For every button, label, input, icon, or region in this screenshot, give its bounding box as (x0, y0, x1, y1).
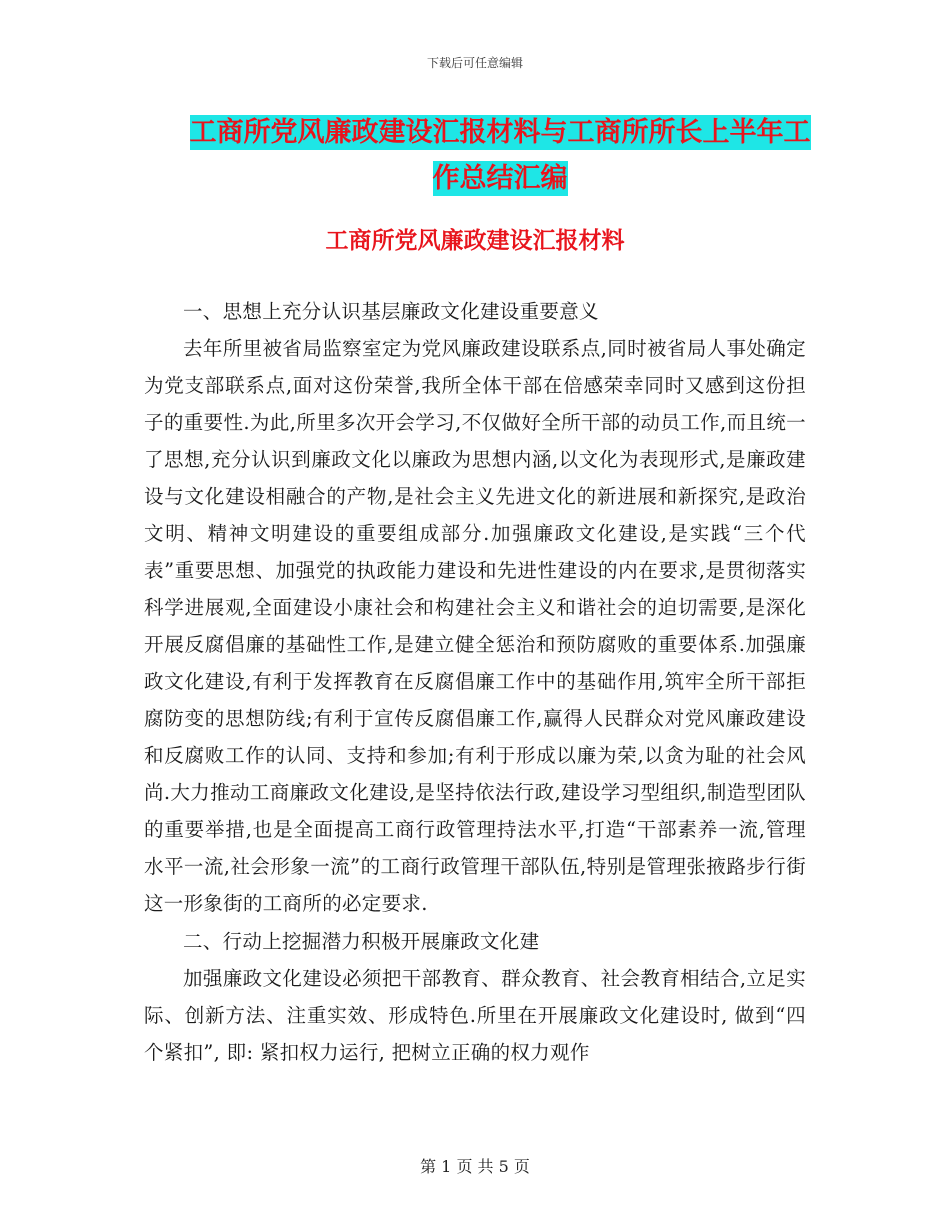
document-title-line-2: 作总结汇编 (432, 163, 568, 194)
heading-2: 二、行动上挖掘潜力积极开展廉政文化建 (183, 930, 540, 953)
header-note: 下载后可任意编辑 (426, 56, 523, 70)
page-footer: 第 1 页 共 5 页 (420, 1157, 530, 1176)
paragraph-1: 去年所里被省局监察室定为党风廉政建设联系点,同时被省局人事处确定为党支部联系点,面对这份荣誉,我所全体干部在倍感荣幸同时又感到这份担子的重要性.为此,所里多次开会学习,不仅做好全所干部的动员工作,而且统一了思想,充分认识到廉政文化以廉政为思想内涵,以文化为表现形式,是廉政建设与文化建设相融合的产物,是社会主义先进文化的新进展和新探究,是政治文明、精神文明建设的重要组成部分.加强廉政文化建设,是实践“三个代表”重要思想、加强党的执政能力建设和先进性建设的内在要求,是贯彻落实科学进展观,全面建设小康社会和构建社会主义和谐社会的迫切需要,是深化开展反腐倡廉的基础性工作,是建立健全惩治和预防腐败的重要体系.加强廉政文化建设,有利于发挥教育在反腐倡廉工作中的基础作用,筑牢全所干部拒腐防变的思想防线;有利于宣传反腐倡廉工作,赢得人民群众对党风廉政建设和反腐败工作的认同、支持和参加;有利于形成以廉为荣,以贪为耻的社会风尚.大力推动工商廉政文化建设,是坚持依法行政,建设学习型组织,制造型团队的重要举措,也是全面提高工商行政管理持法水平,打造“干部素养一流,管理水平一流,社会形象一流”的工商行政管理干部队伍,特别是管理张掖路步行街这一形象街的工商所的必定要求. (144, 337, 806, 915)
document-title-line-1: 工商所党风廉政建设汇报材料与工商所所长上半年工 (189, 117, 811, 148)
heading-1: 一、思想上充分认识基层廉政文化建设重要意义 (183, 300, 599, 323)
document-title (140, 110, 860, 202)
document-body (144, 292, 806, 1071)
section-title: 工商所党风廉政建设汇报材料 (325, 228, 625, 254)
paragraph-2: 加强廉政文化建设必须把干部教育、群众教育、社会教育相结合,立足实际、创新方法、注重实效、形成特色.所里在开展廉政文化建设时, 做到“四个紧扣”, 即: 紧扣权力运行, 把树立正确的权力观作 (144, 967, 806, 1064)
